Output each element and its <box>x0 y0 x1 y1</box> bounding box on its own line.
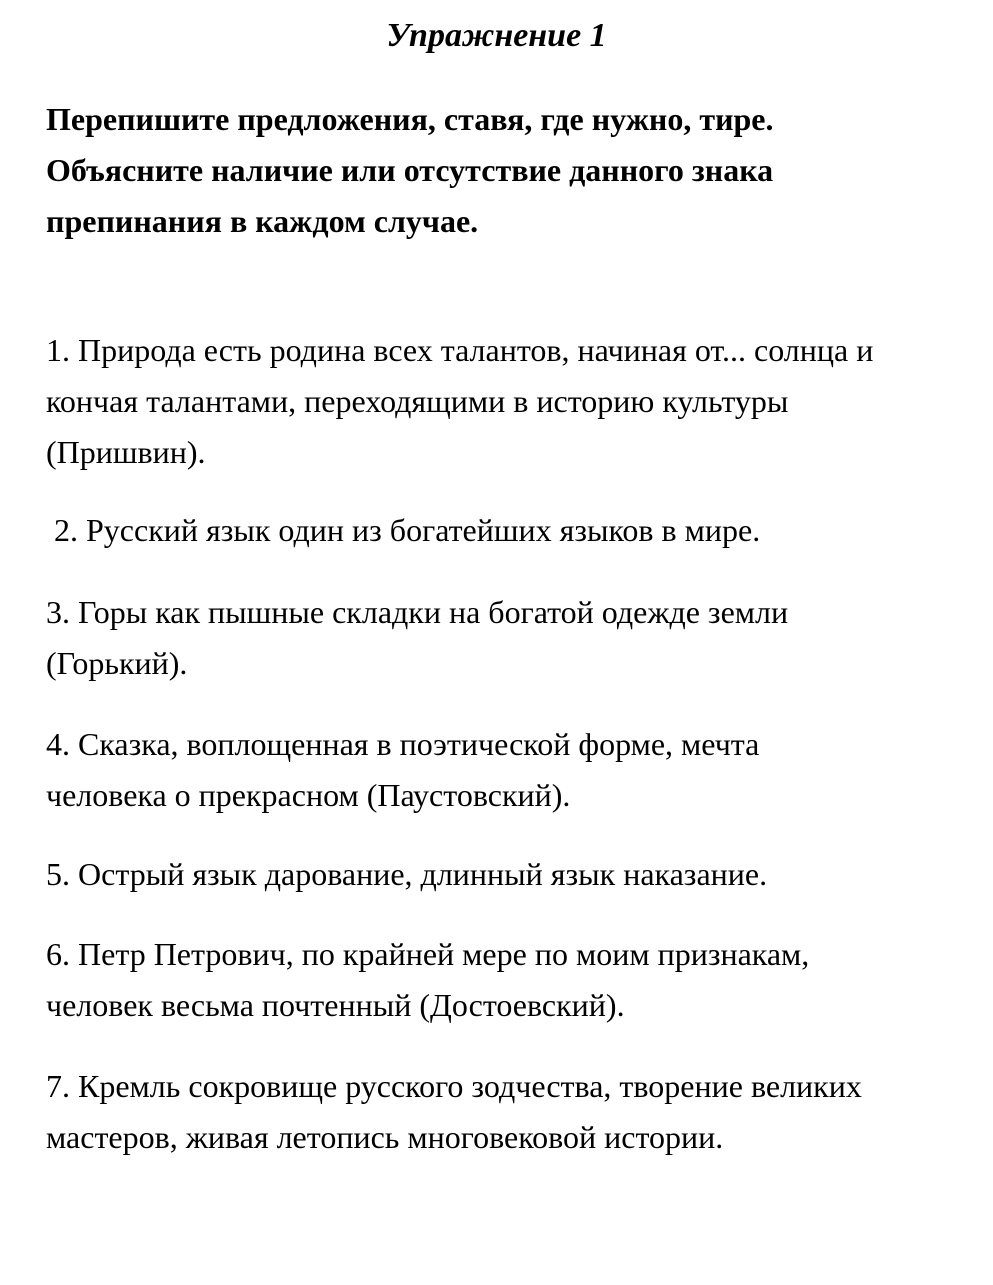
sentence-line: 7. Кремль сокровище русского зодчества, творение великих <box>46 1068 862 1104</box>
sentence-line: (Горький). <box>46 645 188 681</box>
sentence-line: 1. Природа есть родина всех талантов, начиная от... солнца и <box>46 332 874 368</box>
sentence-6 <box>46 929 976 1031</box>
sentence-line: 4. Сказка, воплощенная в поэтической форме, мечта <box>46 726 760 762</box>
instruction-line: Перепишите предложения, ставя, где нужно, тире. <box>46 101 774 137</box>
sentence-line: 2. Русский язык один из богатейших языков в мире. <box>54 512 761 548</box>
sentence-line: 3. Горы как пышные складки на богатой одежде земли <box>46 594 789 630</box>
sentence-line: мастеров, живая летопись многовековой истории. <box>46 1119 724 1155</box>
sentence-2 <box>46 505 976 556</box>
sentence-1 <box>46 325 976 478</box>
sentence-line: человек весьма почтенный (Достоевский). <box>46 987 625 1023</box>
instruction-line: препинания в каждом случае. <box>46 203 479 239</box>
sentence-line: (Пришвин). <box>46 434 206 470</box>
sentence-5 <box>46 849 976 900</box>
sentence-line: кончая талантами, переходящими в историю культуры <box>46 383 789 419</box>
sentence-line: 5. Острый язык дарование, длинный язык наказание. <box>46 856 768 892</box>
instruction-line: Объясните наличие или отсутствие данного знака <box>46 152 774 188</box>
sentence-line: человека о прекрасном (Паустовский). <box>46 777 571 813</box>
exercise-title: Упражнение 1 <box>386 17 607 54</box>
sentence-4 <box>46 719 976 821</box>
sentence-3 <box>46 587 976 689</box>
sentence-7 <box>46 1061 976 1163</box>
exercise-instruction <box>46 94 976 247</box>
sentence-line: 6. Петр Петрович, по крайней мере по моим признакам, <box>46 936 810 972</box>
